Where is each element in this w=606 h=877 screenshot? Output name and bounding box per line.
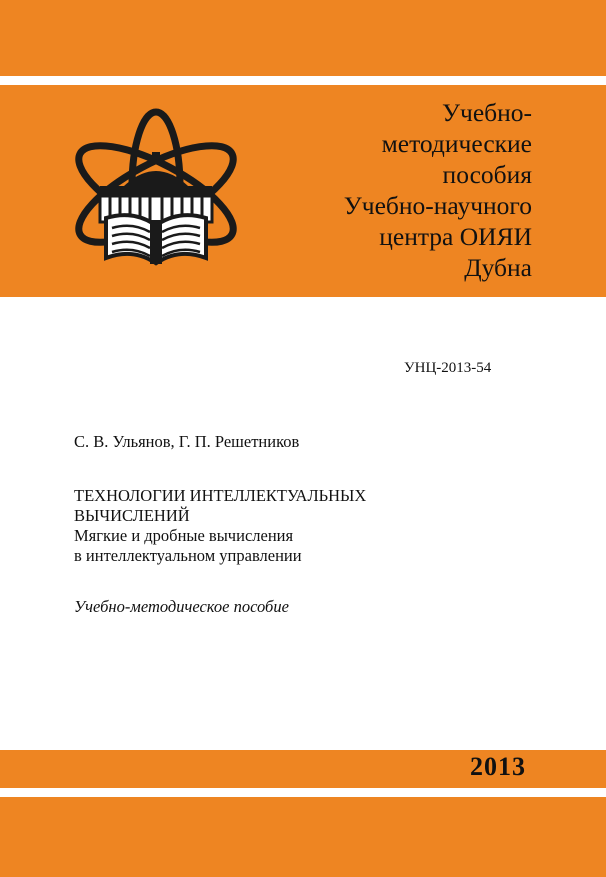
series-title-line: Учебно- bbox=[441, 98, 532, 127]
series-title-line: методические bbox=[381, 129, 532, 158]
top-orange-band bbox=[0, 0, 606, 76]
publication-code: УНЦ-2013-54 bbox=[404, 360, 492, 376]
jinr-logo-icon bbox=[66, 108, 246, 274]
series-title-line: Учебно-научного bbox=[343, 191, 532, 220]
book-title-line: ВЫЧИСЛЕНИЙ bbox=[74, 506, 190, 525]
book-title bbox=[74, 486, 534, 566]
series-title-line: пособия bbox=[442, 160, 532, 189]
series-title-line: Дубна bbox=[464, 253, 532, 282]
book-title-line: ТЕХНОЛОГИИ ИНТЕЛЛЕКТУАЛЬНЫХ bbox=[74, 486, 367, 505]
series-title bbox=[252, 97, 532, 283]
authors: С. В. Ульянов, Г. П. Решетников bbox=[74, 432, 300, 451]
publication-year: 2013 bbox=[470, 752, 526, 781]
bottom-orange-band bbox=[0, 797, 606, 877]
book-subtitle-line: в интеллектуальном управлении bbox=[74, 546, 302, 565]
series-title-line: центра ОИЯИ bbox=[379, 222, 532, 251]
book-subtitle-line: Мягкие и дробные вычисления bbox=[74, 526, 294, 545]
book-type: Учебно-методическое пособие bbox=[74, 597, 289, 616]
